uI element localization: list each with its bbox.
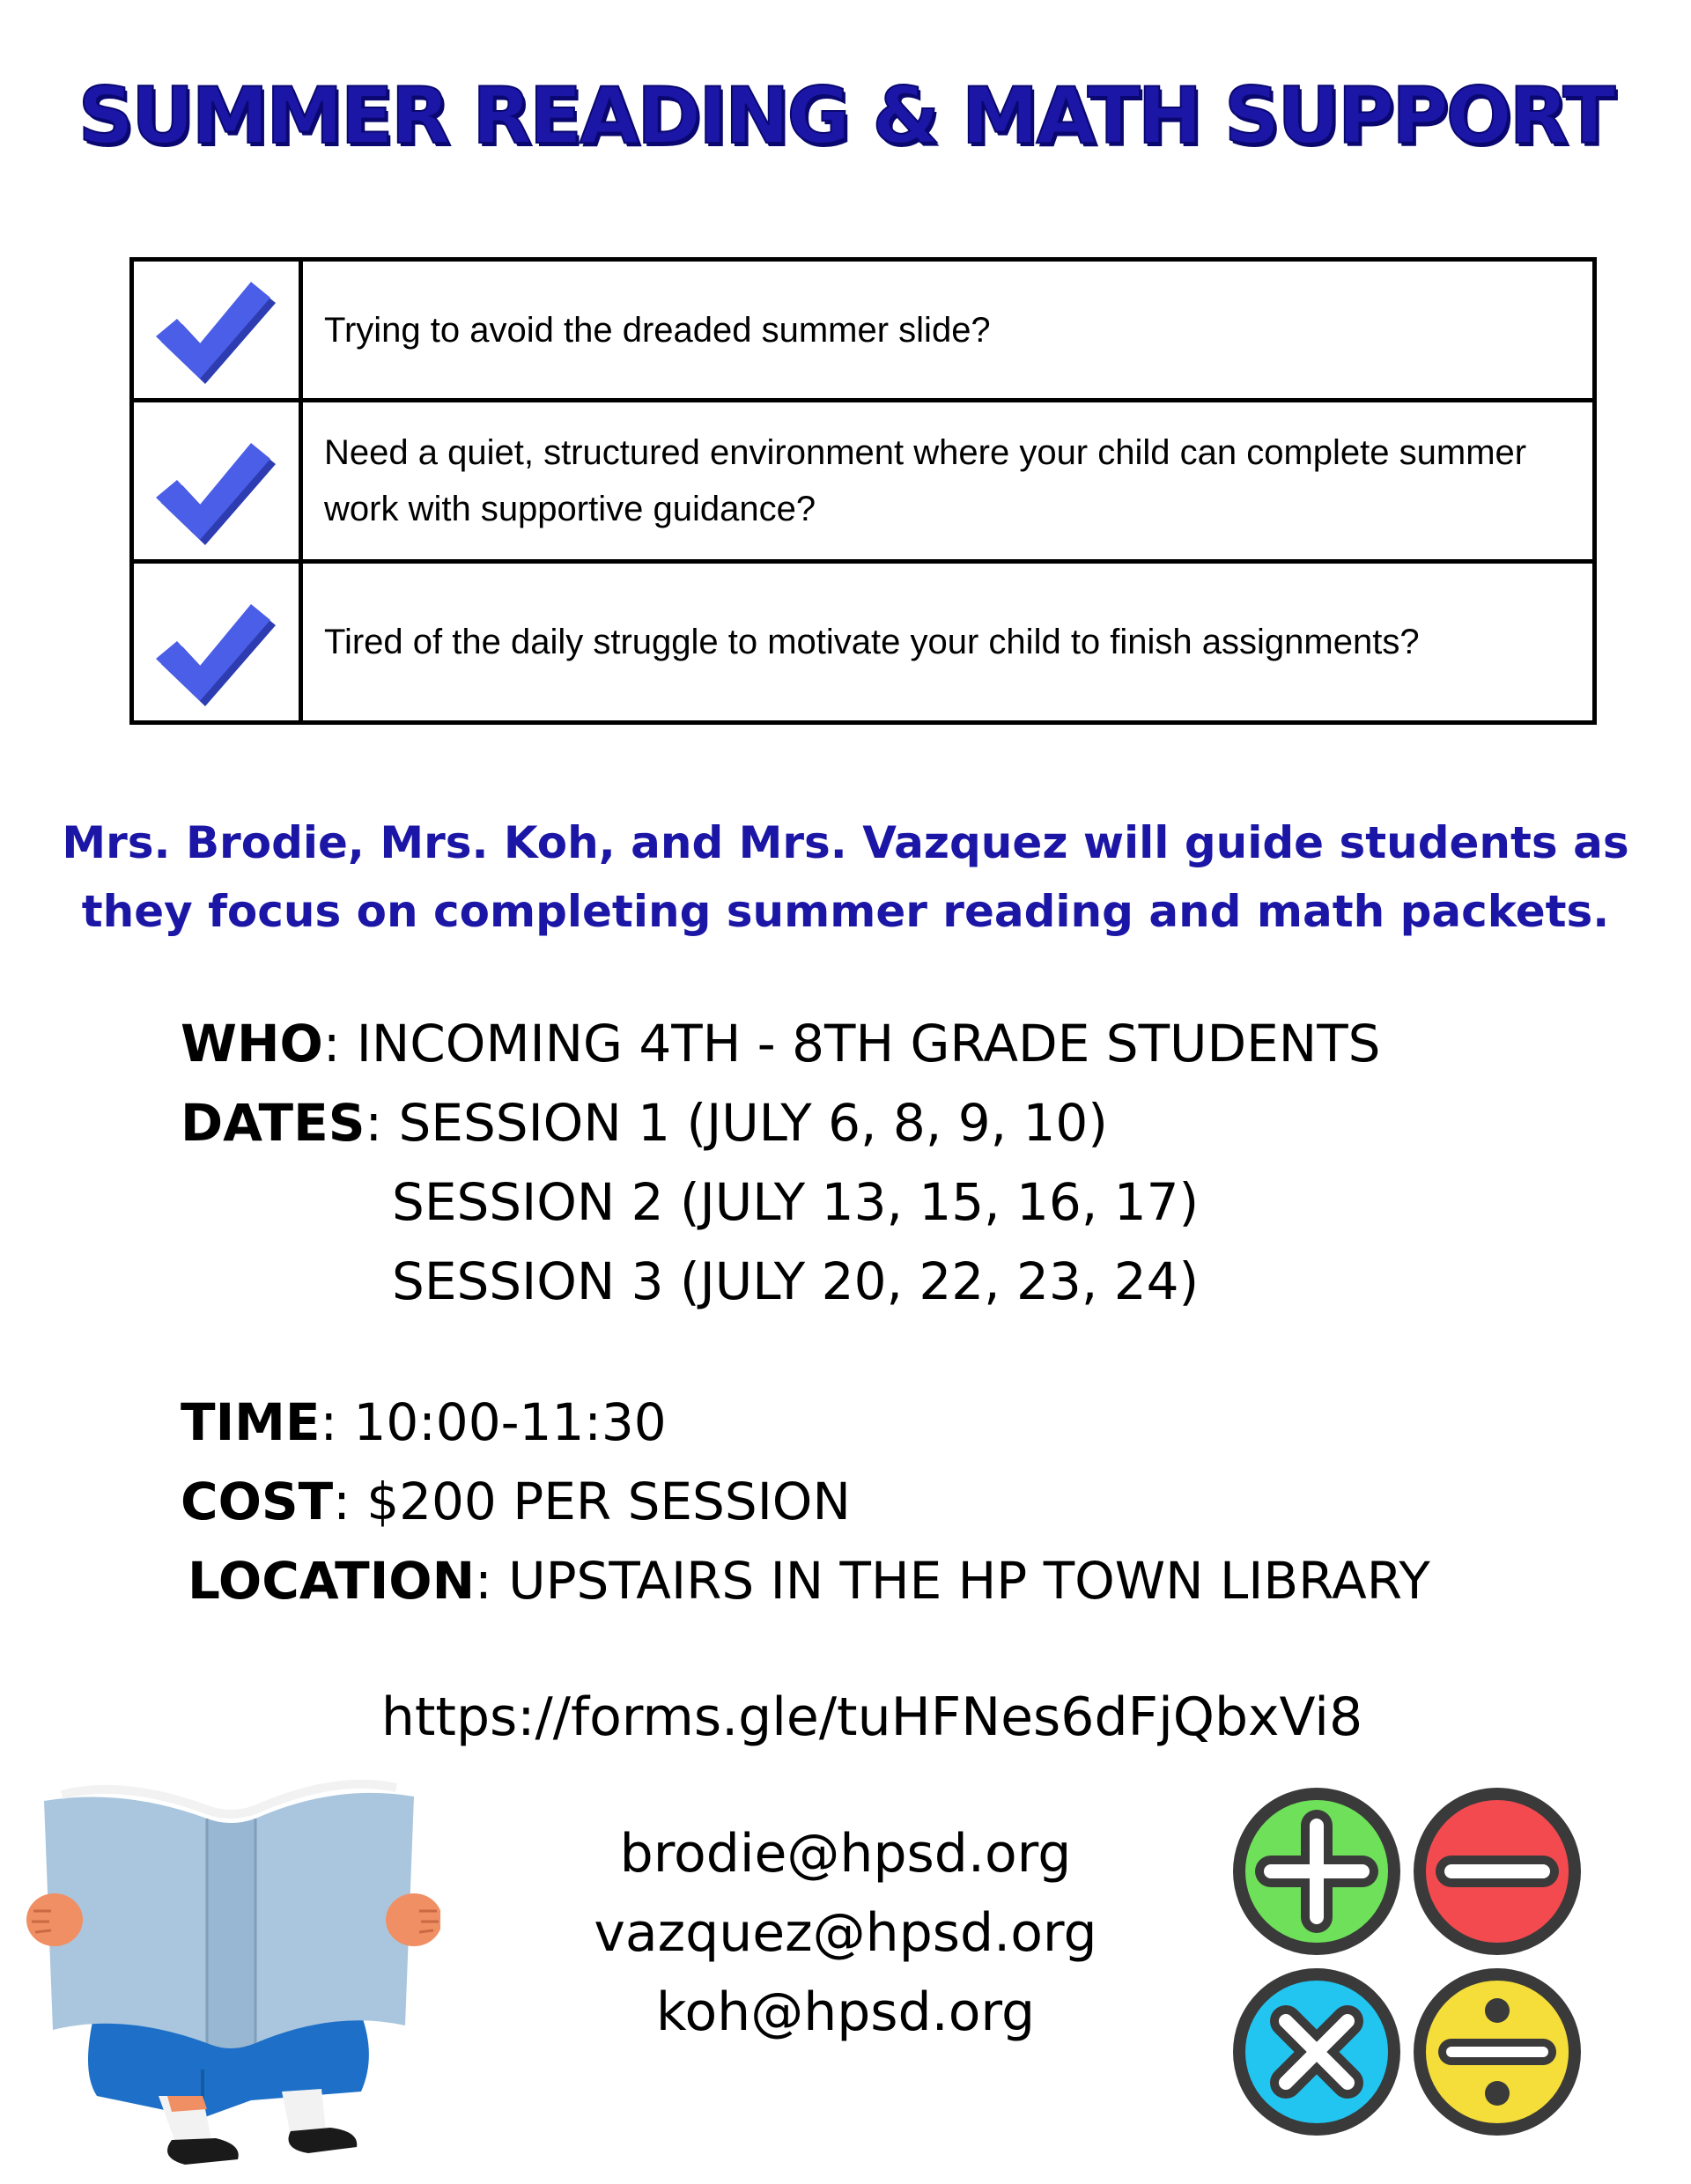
- minus-icon: [1420, 1794, 1575, 1949]
- checklist-text: Need a quiet, structured environment where your child can complete summer work with supportive guidance?: [301, 401, 1595, 562]
- time-line: [181, 1383, 1430, 1462]
- divide-icon: [1420, 1974, 1575, 2129]
- check-cell: [132, 260, 301, 401]
- email-vazquez[interactable]: vazquez@hpsd.org: [594, 1902, 1097, 1964]
- check-cell: [132, 401, 301, 562]
- plus-icon: [1239, 1794, 1394, 1949]
- multiply-icon: [1239, 1974, 1394, 2129]
- checklist-table: [129, 257, 1597, 725]
- math-operations-icons: [1233, 1783, 1585, 2144]
- dates-label: DATES: [181, 1093, 366, 1153]
- child-reading-book-illustration: [26, 1779, 440, 2166]
- checklist-row: [132, 401, 1595, 562]
- cost-value: : $200 PER SESSION: [333, 1472, 851, 1531]
- contact-emails: [493, 1814, 1198, 2052]
- check-cell: [132, 562, 301, 723]
- dates-session-1: : SESSION 1 (JULY 6, 8, 9, 10): [365, 1093, 1108, 1153]
- location-line: [181, 1541, 1430, 1620]
- who-label: WHO: [181, 1014, 323, 1074]
- intro-text: [0, 808, 1691, 946]
- dates-session-2: SESSION 2 (JULY 13, 15, 16, 17): [392, 1172, 1200, 1232]
- intro-line-1: Mrs. Brodie, Mrs. Koh, and Mrs. Vazquez will guide students as: [62, 817, 1629, 868]
- email-koh[interactable]: koh@hpsd.org: [655, 1981, 1036, 2043]
- email-brodie[interactable]: brodie@hpsd.org: [619, 1823, 1072, 1885]
- signup-link[interactable]: https://forms.gle/tuHFNes6dFjQbxVi8: [380, 1686, 1363, 1748]
- check-icon: [151, 441, 283, 547]
- flyer-title: SUMMER READING & MATH SUPPORT: [78, 70, 1613, 161]
- check-icon: [151, 602, 283, 708]
- checklist-row: [132, 260, 1595, 401]
- checklist-text: Trying to avoid the dreaded summer slide?: [301, 260, 1595, 401]
- time-label: TIME: [181, 1392, 321, 1452]
- dates-session-3: SESSION 3 (JULY 20, 22, 23, 24): [392, 1251, 1200, 1311]
- program-details: [181, 1004, 1430, 1620]
- check-icon: [151, 280, 283, 386]
- checklist-text: Tired of the daily struggle to motivate your child to finish assignments?: [301, 562, 1595, 723]
- cost-label: COST: [181, 1472, 334, 1531]
- intro-line-2: they focus on completing summer reading and math packets.: [81, 886, 1610, 937]
- location-value: : UPSTAIRS IN THE HP TOWN LIBRARY: [475, 1551, 1430, 1611]
- who-line: [181, 1004, 1430, 1083]
- location-label: LOCATION: [188, 1551, 476, 1611]
- cost-line: [181, 1462, 1430, 1541]
- checklist-row: [132, 562, 1595, 723]
- dates-line: [181, 1083, 1430, 1162]
- who-value: : INCOMING 4TH - 8TH GRADE STUDENTS: [322, 1014, 1381, 1074]
- time-value: : 10:00-11:30: [320, 1392, 667, 1452]
